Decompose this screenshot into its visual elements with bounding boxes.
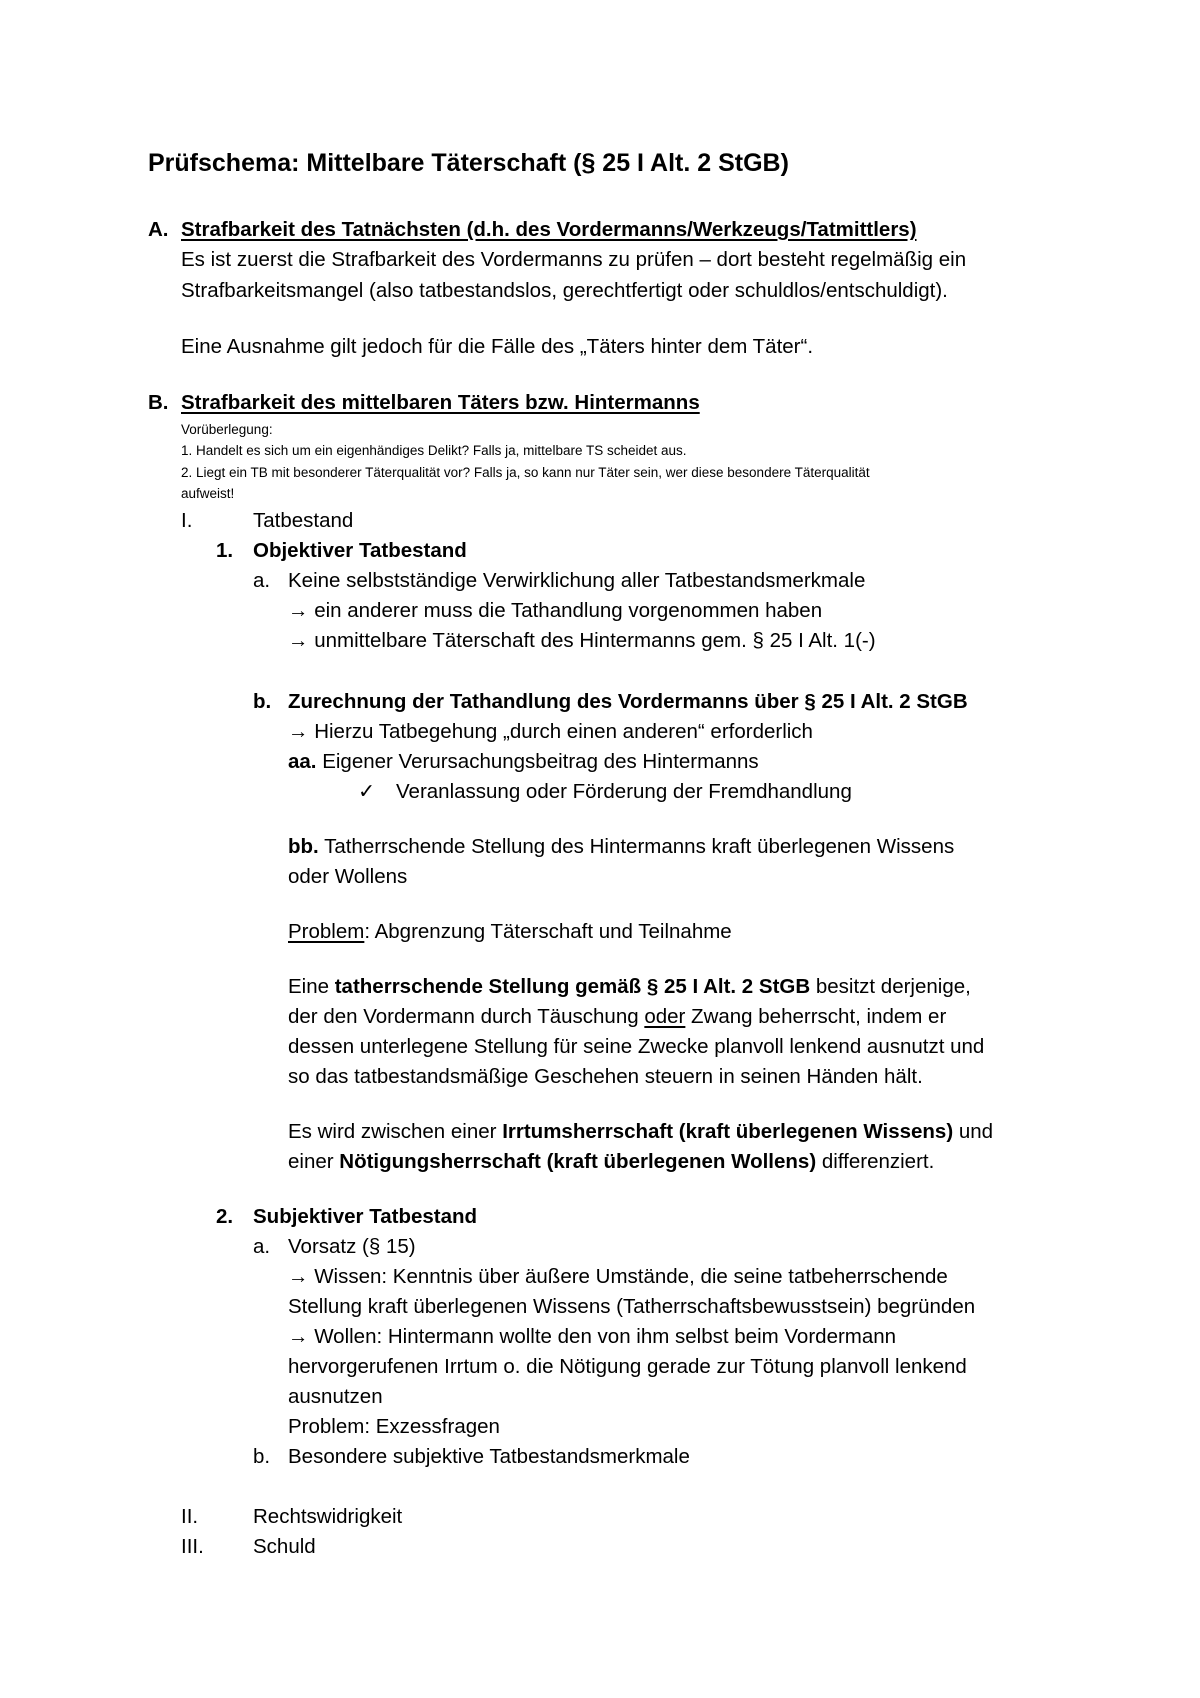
- section-a-text-line: Eine Ausnahme gilt jedoch für die Fälle des „Täters hinter dem Täter“.: [181, 335, 814, 358]
- subjective-b-text: Besondere subjektive Tatbestandsmerkmale: [288, 1445, 690, 1468]
- section-a-heading: Strafbarkeit des Tatnächsten (d.h. des Vordermanns/Werkzeugs/Tatmittlers): [181, 218, 917, 241]
- arrow-item: → ein anderer muss die Tathandlung vorgenommen haben: [288, 599, 823, 622]
- definition-line: so das tatbestandsmäßige Geschehen steuern in seinen Händen hält.: [288, 1065, 923, 1088]
- section-a-marker: A.: [148, 218, 169, 241]
- preliminary-item: aufweist!: [181, 486, 235, 501]
- page-title: Prüfschema: Mittelbare Täterschaft (§ 25 I Alt. 2 StGB): [148, 149, 789, 177]
- arrow-item: → Wissen: Kenntnis über äußere Umstände, die seine tatbeherrschende: [288, 1265, 948, 1288]
- letter-marker: b.: [253, 690, 272, 713]
- section-a-text-line: Strafbarkeitsmangel (also tatbestandslos, gerechtfertigt oder schuldlos/entschuldigt).: [181, 279, 948, 302]
- arrow-right-icon: →: [288, 1265, 309, 1288]
- preliminary-item: 1. Handelt es sich um ein eigenhändiges Delikt? Falls ja, mittelbare TS scheidet aus.: [181, 443, 687, 458]
- preliminary-item: 2. Liegt ein TB mit besonderer Täterqualität vor? Falls ja, so kann nur Täter sein, wer diese besondere Täterqualität: [181, 465, 870, 480]
- objective-b-heading: Zurechnung der Tathandlung des Vordermanns über § 25 I Alt. 2 StGB: [288, 690, 968, 713]
- level-iii-heading: Schuld: [253, 1535, 316, 1558]
- arrow-item: → unmittelbare Täterschaft des Hintermanns gem. § 25 I Alt. 1(-): [288, 629, 876, 652]
- roman-marker: III.: [181, 1535, 204, 1558]
- roman-marker: I.: [181, 509, 193, 532]
- definition-line: der den Vordermann durch Täuschung oder Zwang beherrscht, indem er: [288, 1005, 947, 1028]
- objective-heading: Objektiver Tatbestand: [253, 539, 467, 562]
- arrow-right-icon: →: [288, 1325, 309, 1348]
- arrow-right-icon: →: [288, 720, 309, 743]
- subjective-line: Problem: Exzessfragen: [288, 1415, 500, 1438]
- arrow-item: → Wollen: Hintermann wollte den von ihm selbst beim Vordermann: [288, 1325, 897, 1348]
- differentiation-line: einer Nötigungsherrschaft (kraft überlegenen Wollens) differenziert.: [288, 1150, 935, 1173]
- letter-marker: b.: [253, 1445, 271, 1468]
- definition-line: dessen unterlegene Stellung für seine Zwecke planvoll lenkend ausnutzt und: [288, 1035, 985, 1058]
- roman-marker: II.: [181, 1505, 199, 1528]
- level-ii-heading: Rechtswidrigkeit: [253, 1505, 403, 1528]
- preliminary-title: Vorüberlegung:: [181, 422, 273, 437]
- subjective-line: hervorgerufenen Irrtum o. die Nötigung gerade zur Tötung planvoll lenkend: [288, 1355, 967, 1378]
- subjective-line: ausnutzen: [288, 1385, 383, 1408]
- subjective-a-text: Vorsatz (§ 15): [288, 1235, 416, 1258]
- arrow-right-icon: →: [288, 629, 309, 652]
- definition-line: Eine tatherrschende Stellung gemäß § 25 I Alt. 2 StGB besitzt derjenige,: [288, 975, 971, 998]
- subpoint-bb-line: oder Wollens: [288, 865, 408, 888]
- subpoint-bb: bb. Tatherrschende Stellung des Hintermanns kraft überlegenen Wissens: [288, 835, 955, 858]
- arrow-right-icon: →: [288, 599, 309, 622]
- numbered-marker: 2.: [216, 1205, 234, 1228]
- check-item-text: Veranlassung oder Förderung der Fremdhandlung: [396, 780, 852, 803]
- problem-line: Problem: Abgrenzung Täterschaft und Teilnahme: [288, 920, 732, 943]
- differentiation-line: Es wird zwischen einer Irrtumsherrschaft (kraft überlegenen Wissens) und: [288, 1120, 994, 1143]
- level-i-heading: Tatbestand: [253, 509, 354, 532]
- numbered-marker: 1.: [216, 539, 234, 562]
- subjective-heading: Subjektiver Tatbestand: [253, 1205, 478, 1228]
- arrow-item: → Hierzu Tatbegehung „durch einen anderen“ erforderlich: [288, 720, 813, 743]
- subjective-line: Stellung kraft überlegenen Wissens (Tatherrschaftsbewusstsein) begründen: [288, 1295, 976, 1318]
- section-b-marker: B.: [148, 391, 169, 414]
- objective-a-text: Keine selbstständige Verwirklichung aller Tatbestandsmerkmale: [288, 569, 866, 592]
- letter-marker: a.: [253, 569, 271, 592]
- subpoint-aa: aa. Eigener Verursachungsbeitrag des Hintermanns: [288, 750, 759, 773]
- letter-marker: a.: [253, 1235, 271, 1258]
- check-icon: ✓: [358, 780, 376, 803]
- section-a-text-line: Es ist zuerst die Strafbarkeit des Vordermanns zu prüfen – dort besteht regelmäßig ein: [181, 248, 967, 271]
- section-b-heading: Strafbarkeit des mittelbaren Täters bzw. Hintermanns: [181, 391, 700, 414]
